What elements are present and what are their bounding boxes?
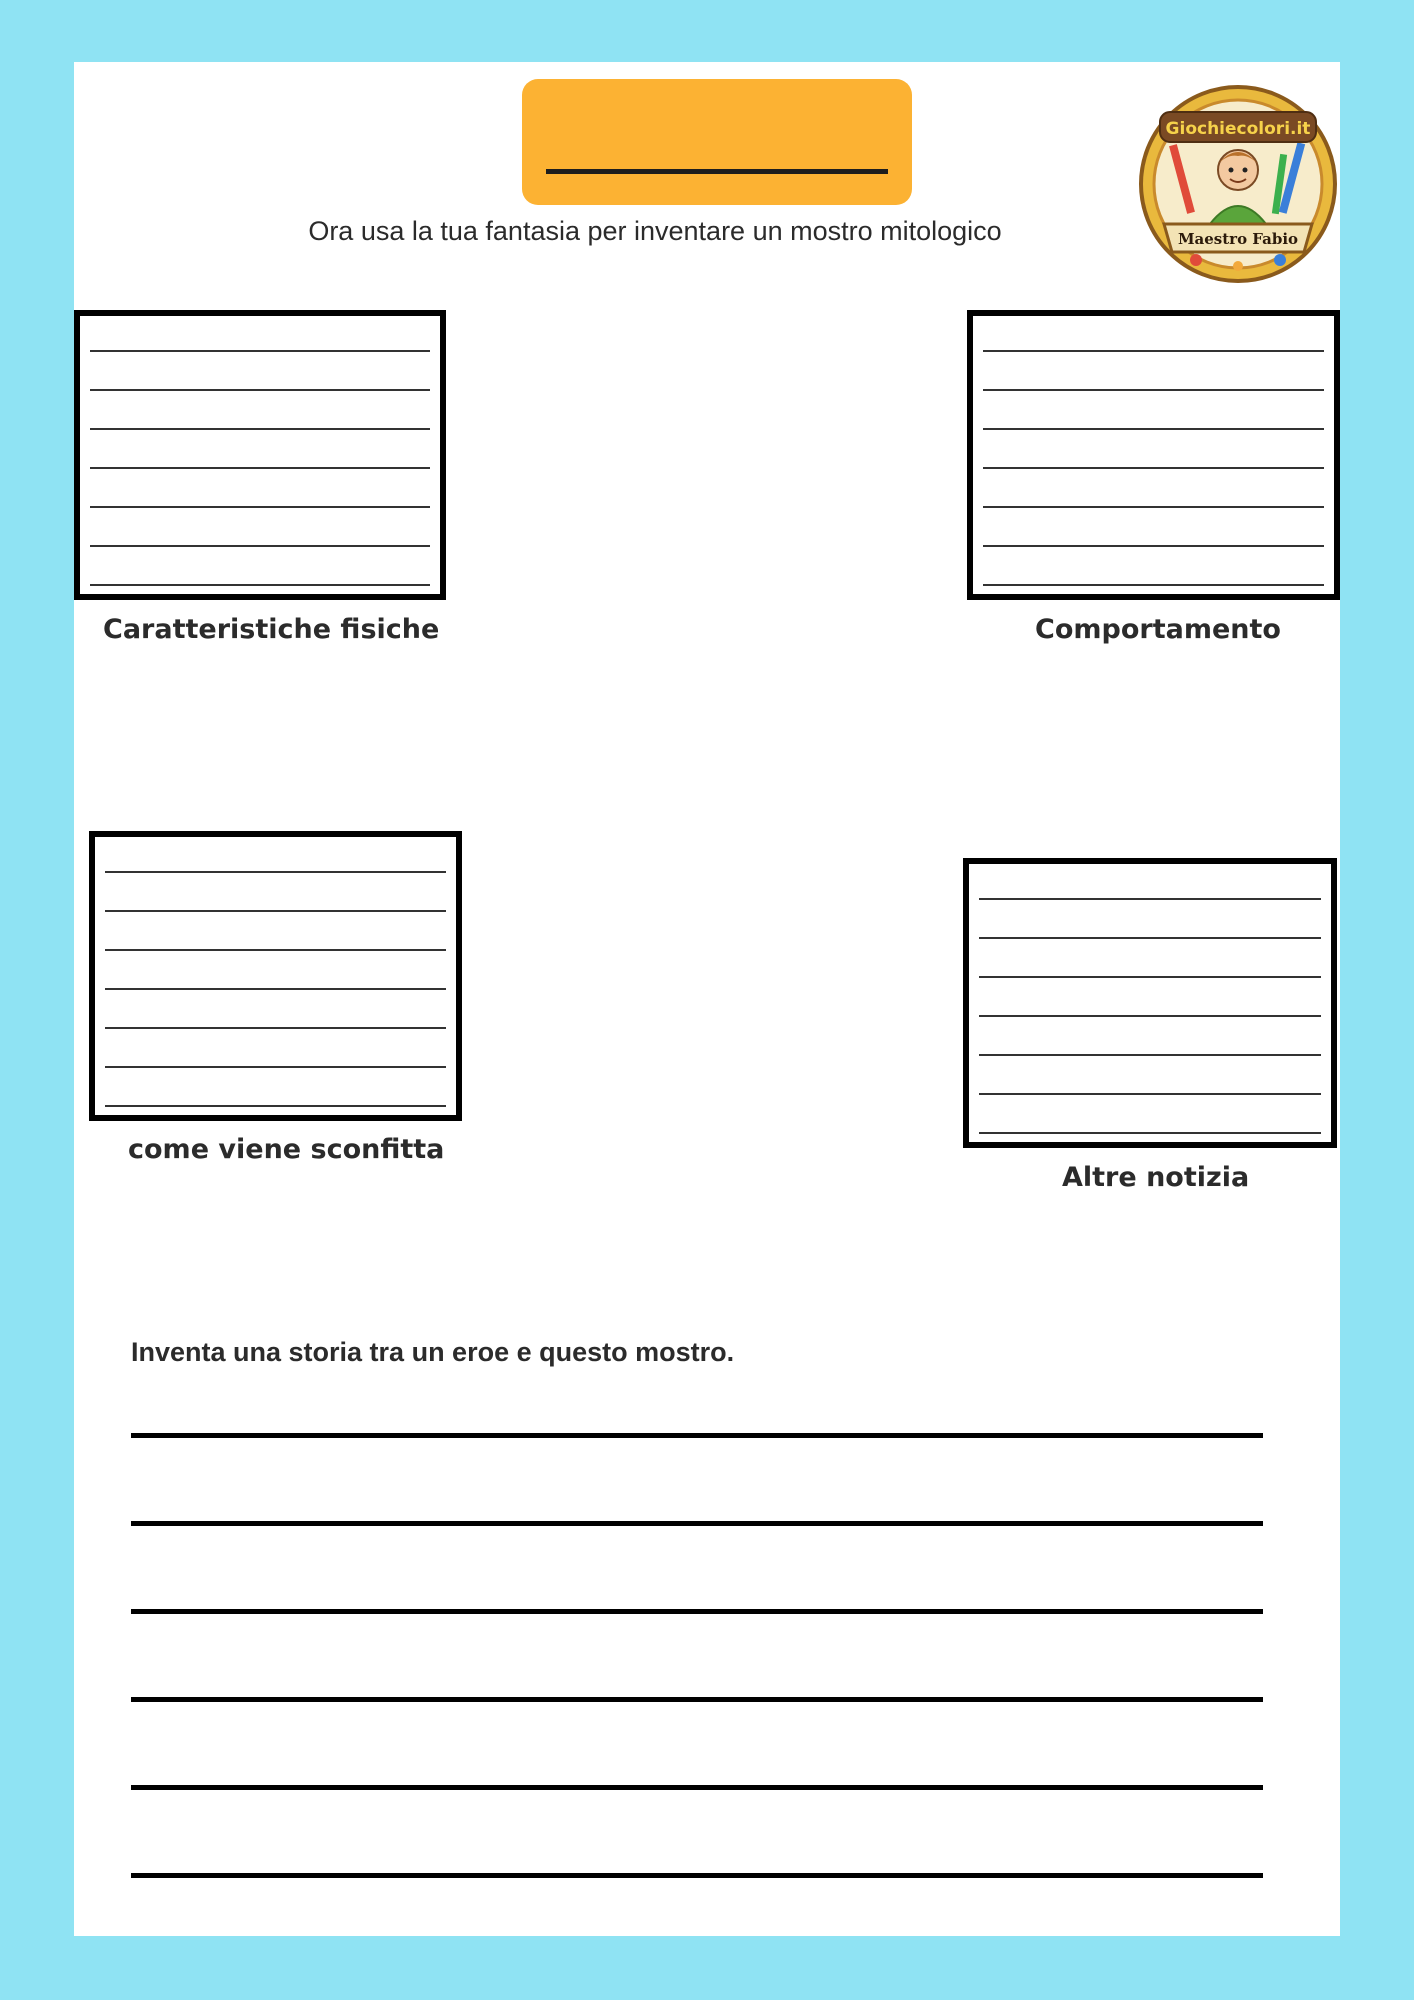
writing-line [105,871,446,873]
writing-line [983,506,1324,508]
defeat-label: come viene sconfitta [128,1134,445,1165]
writing-line [90,506,430,508]
other-info-label: Altre notizia [1062,1162,1250,1193]
defeat-box[interactable] [89,831,462,1121]
writing-line [105,949,446,951]
story-writing-line[interactable] [131,1521,1263,1526]
writing-line [105,1066,446,1068]
title-box[interactable] [522,79,912,205]
physical-traits-label: Caratteristiche fisiche [103,614,440,645]
writing-line [105,1105,446,1107]
writing-line [979,1132,1321,1134]
logo-site-text: Giochiecolori.it [1165,119,1311,139]
writing-line [979,1015,1321,1017]
title-blank-line [546,169,888,174]
writing-line [979,1054,1321,1056]
writing-line [979,937,1321,939]
writing-line [983,467,1324,469]
writing-line [105,910,446,912]
logo-author-text: Maestro Fabio [1177,230,1299,248]
writing-line [105,988,446,990]
writing-line [90,350,430,352]
story-writing-line[interactable] [131,1873,1263,1878]
worksheet-page [74,62,1340,1936]
writing-line [90,545,430,547]
story-writing-line[interactable] [131,1785,1263,1790]
story-prompt: Inventa una storia tra un eroe e questo mostro. [131,1337,735,1367]
writing-line [979,976,1321,978]
story-writing-line[interactable] [131,1609,1263,1614]
other-info-box[interactable] [963,858,1337,1148]
behavior-label: Comportamento [1035,614,1281,645]
writing-line [979,898,1321,900]
writing-line [90,467,430,469]
story-writing-line[interactable] [131,1433,1263,1438]
writing-line [983,584,1324,586]
writing-line [90,428,430,430]
writing-line [90,584,430,586]
writing-line [983,350,1324,352]
writing-line [983,545,1324,547]
writing-line [983,389,1324,391]
writing-line [979,1093,1321,1095]
writing-line [105,1027,446,1029]
subtitle: Ora usa la tua fantasia per inventare un mostro mitologico [308,216,1002,246]
writing-line [90,389,430,391]
maestro-fabio-logo [1138,84,1338,284]
story-writing-line[interactable] [131,1697,1263,1702]
writing-line [983,428,1324,430]
physical-traits-box[interactable] [74,310,446,600]
behavior-box[interactable] [967,310,1340,600]
